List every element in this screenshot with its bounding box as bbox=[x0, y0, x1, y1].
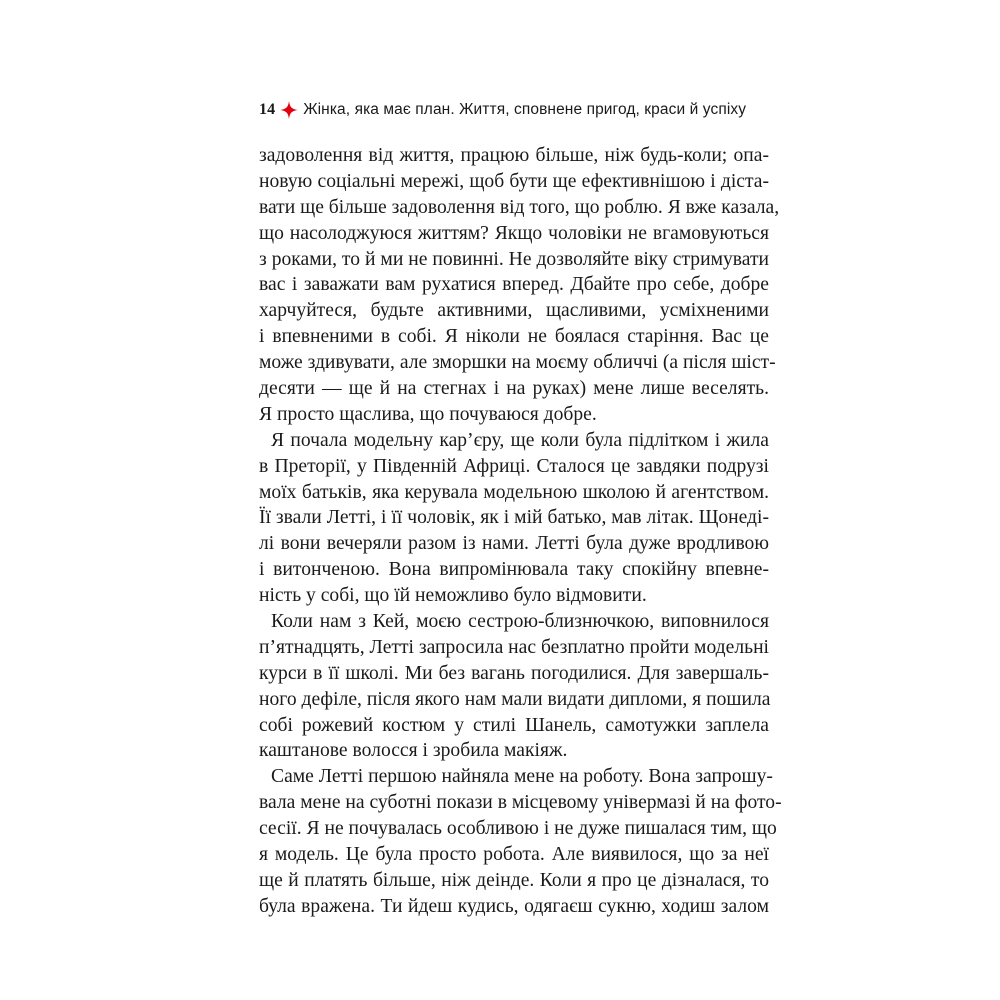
running-title: Жінка, яка має план. Життя, сповнене пригод, краси й успіху bbox=[303, 101, 747, 118]
text-line: вати ще більше задоволення від того, що роблю. Я вже казала, bbox=[259, 196, 780, 218]
paragraph bbox=[259, 764, 782, 919]
body-text bbox=[259, 143, 782, 920]
text-line: моїх батьків, яка керувала модельною школою й агентством. bbox=[259, 481, 769, 503]
text-line: ність у собі, що їй неможливо було відмовити. bbox=[259, 585, 647, 607]
text-line: п’ятнадцять, Летті запросила нас безплатно пройти модельні bbox=[259, 636, 769, 658]
text-line: може здивувати, але зморшки на моєму обличчі (а після шіст- bbox=[259, 352, 776, 374]
text-line: ного дефіле, після якого нам мали видати дипломи, я пошила bbox=[259, 688, 771, 710]
text-line: вас і заважати вам рухатися вперед. Дбайте про себе, добре bbox=[259, 274, 769, 296]
text-line: Коли нам з Кей, моєю сестрою-близнючкою, виповнилося bbox=[271, 611, 769, 633]
red-four-point-star-icon bbox=[280, 101, 298, 119]
text-line: і витонченою. Вона випромінювала таку спокійну впевне- bbox=[259, 559, 769, 581]
text-line: курси в її школі. Ми без вагань погодилися. Для завершаль- bbox=[259, 662, 769, 684]
text-line: з роками, то й ми не повинні. Не дозволяйте віку стримувати bbox=[259, 248, 769, 270]
paragraph bbox=[259, 428, 769, 609]
text-line: каштанове волосся і зробила макіяж. bbox=[259, 740, 568, 762]
text-line: і впевненими в собі. Я ніколи не боялася старіння. Вас це bbox=[259, 326, 769, 348]
text-line: сесії. Я не почувалась особливою і не дуже пишалася тим, що bbox=[259, 818, 777, 840]
page-number: 14 bbox=[259, 101, 276, 118]
text-line: новую соціальні мережі, щоб бути ще ефективнішою і діста- bbox=[259, 170, 769, 192]
text-line: задоволення від життя, працюю більше, ніж будь-коли; опа- bbox=[259, 145, 769, 166]
text-line: що насолоджуюся життям? Якщо чоловіки не вгамовуються bbox=[259, 222, 769, 244]
text-line: вала мене на суботні покази в місцевому універмазі й на фото- bbox=[259, 792, 782, 814]
text-line: харчуйтеся, будьте активними, щасливими, усміхненими bbox=[259, 300, 769, 322]
text-line: Її звали Летті, і її чоловік, як і мій батько, мав літак. Щонеді- bbox=[259, 507, 769, 529]
text-line: я модель. Це була просто робота. Але виявилося, що за неї bbox=[259, 844, 769, 866]
text-line: ще й платять більше, ніж деінде. Коли я про це дізналася, то bbox=[259, 869, 769, 891]
text-line: Саме Летті першою найняла мене на роботу. Вона запрошу- bbox=[271, 766, 773, 788]
text-line: Я просто щаслива, що почуваюся добре. bbox=[259, 403, 597, 425]
text-line: Я почала модельну кар’єру, ще коли була підлітком і жила bbox=[271, 429, 769, 451]
text-line: була вражена. Ти йдеш кудись, одягаєш сукню, ходиш залом bbox=[259, 895, 769, 917]
running-header bbox=[259, 98, 746, 122]
text-line: лі вони вечеряли разом із нами. Летті була дуже вродливою bbox=[259, 533, 769, 555]
text-line: собі рожевий костюм у стилі Шанель, самотужки заплела bbox=[259, 714, 769, 736]
paragraph bbox=[259, 143, 780, 428]
text-line: десяти — ще й на стегнах і на руках) мене лише веселять. bbox=[259, 378, 769, 400]
paragraph bbox=[259, 609, 769, 764]
text-line: в Преторії, у Південній Африці. Сталося це завдяки подрузі bbox=[259, 455, 769, 477]
